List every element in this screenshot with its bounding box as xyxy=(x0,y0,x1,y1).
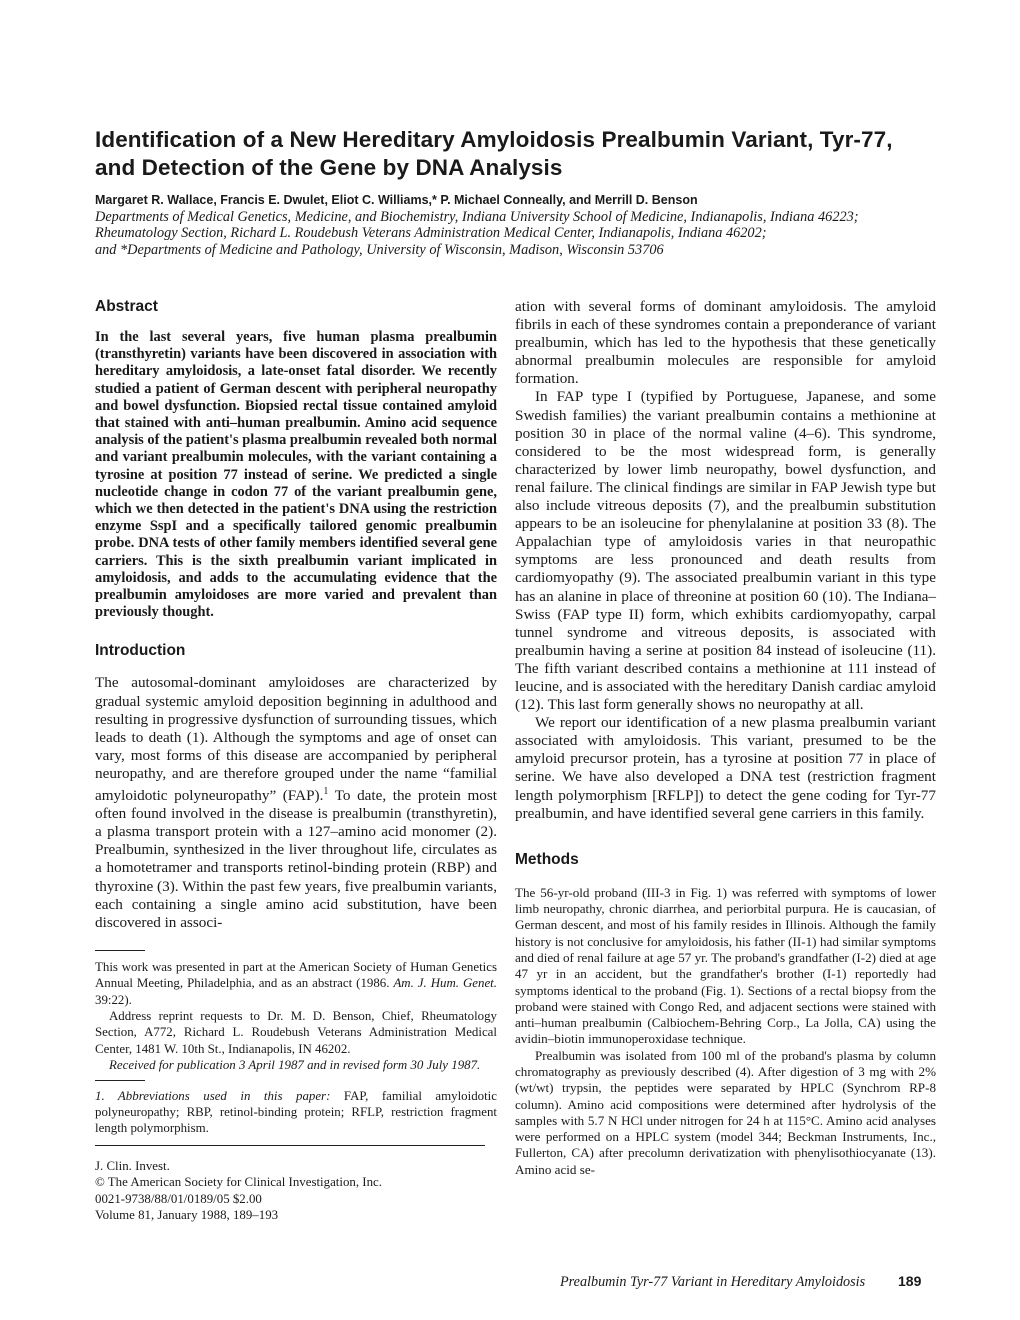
journal-name: J. Clin. Invest. xyxy=(95,1158,170,1173)
methods-paragraph-2: Prealbumin was isolated from 100 ml of the proband's plasma by column chromatography as previously described (4). After digestion of 3 mg with 2% (wt/wt) trypsin, the peptides were separated by HPLC (Synchrom RP-8 column). Amino acid compositions were determined after hydrolysis of the samples with 5.7 N HCl under nitrogen for 24 h at 115°C. Amino acid analyses were performed on a HPLC system (model 344; Beckman Instruments, Inc., Fullerton, CA) after precolumn derivatization with phenylisothiocyanate (13). Amino acid se- xyxy=(515,1047,936,1177)
footnote-divider xyxy=(95,1080,145,1081)
right-column xyxy=(515,298,936,1178)
abbreviations-footnote: 1. Abbreviations used in this paper: FAP, familial amyloidotic polyneuropathy; RBP, retinol-binding protein; RFLP, restriction fragment length polymorphism. xyxy=(95,1088,497,1136)
introduction-paragraph-1 xyxy=(95,674,497,931)
running-title: Prealbumin Tyr-77 Variant in Hereditary Amyloidosis xyxy=(560,1274,866,1290)
intro-p1-text-cont: To date, the protein most often found involved in the disease is prealbumin (transthyretin), a plasma transport protein with a 127–amino acid monomer (2). Prealbumin, synthesized in the liver throughout life, circulates as a homotetramer and transports retinol-binding protein (RBP) and thyroxine (3). Within the past few years, five prealbumin variants, each containing a single amino acid substitution, have been discovered in associ- xyxy=(95,787,497,931)
presentation-note: This work was presented in part at the American Society of Human Genetics Annual Meeting, Philadelphia, and as an abstract (1986. Am. J. Hum. Genet. 39:22). xyxy=(95,959,497,1007)
affiliation-line-2: Rheumatology Section, Richard L. Roudebush Veterans Administration Medical Center, Indianapolis, Indiana 46202; xyxy=(95,225,767,242)
introduction-paragraph-2: In FAP type I (typified by Portuguese, Japanese, and some Swedish families) the variant prealbumin contains a methionine at position 30 in place of the normal valine (4–6). This syndrome, considered to be the most widespread form, is generally characterized by lower limb neuropathy, bowel dysfunction, and renal failure. The clinical findings are similar in FAP Jewish type but also include vitreous deposits (7), and the prealbumin substitution appears to be an isoleucine for phenylalanine at position 33 (8). The Appalachian type of amyloidosis varies in that neuropathic symptoms are less pronounced and death results from cardiomyopathy (9). The associated prealbumin variant in this type has an alanine in place of threonine at position 60 (10). The Indiana–Swiss (FAP type II) form, which exhibits cardiomyopathy, carpal tunnel syndrome and vitreous deposits, is associated with prealbumin having a serine at position 84 instead of isoleucine (11). The fifth variant described contains a methionine at 111 instead of leucine, and is associated with the hereditary Danish cardiac amyloid (12). This last form generally shows no neuropathy at all. xyxy=(515,388,936,714)
volume-info: Volume 81, January 1988, 189–193 xyxy=(95,1208,279,1223)
journal-info xyxy=(95,1158,497,1224)
methods-paragraph-1: The 56-yr-old proband (III-3 in Fig. 1) was referred with symptoms of lower limb neuropathy, chronic diarrhea, and periorbital purpura. He is caucasian, of German descent, and most of his family resides in Illinois. Although the family history is not conclusive for amyloidosis, his father (II-1) had similar symptoms and died of renal failure at age 57 yr. The proband's grandfather (I-2) died at age 47 yr in an accident, but the grandfather's brother (I-1) reportedly had symptoms identical to the proband (Fig. 1). Sections of a rectal biopsy from the proband were stained with Congo Red, and adjacent sections were stained with anti–human prealbumin (Calbiochem-Behring Corp., La Jolla, CA) using the avidin–biotin immunoperoxidase technique. xyxy=(515,884,936,1047)
introduction-paragraph-3: We report our identification of a new plasma prealbumin variant associated with amyloidosis. This variant, presumed to be the amyloid precursor protein, has a tyrosine at position 77 in place of serine. We have also developed a DNA test (restriction fragment length polymorphism [RFLP]) to detect the gene coding for Tyr-77 prealbumin, and have identified several gene carriers in this family. xyxy=(515,714,936,822)
intro-p1-text: The autosomal-dominant amyloidoses are characterized by gradual systemic amyloid deposition beginning in adulthood and resulting in progressive dysfunction of surrounding tissues, which leads to death (1). Although the symptoms and age of onset can vary, most forms of this disease are accompanied by peripheral neuropathy, and are therefore grouped under the name “familial amyloidotic polyneuropathy” (FAP). xyxy=(95,674,497,805)
affiliations xyxy=(95,209,965,258)
introduction-paragraph-1-continued: ation with several forms of dominant amyloidosis. The amyloid fibrils in each of these syndromes contain a preponderance of variant prealbumin, which has led to the hypothesis that these genetically abnormal prealbumin molecules are responsible for amyloid formation. xyxy=(515,298,936,388)
footnote-ref-1[interactable]: 1 xyxy=(323,786,329,798)
title-line-2: and Detection of the Gene by DNA Analysis xyxy=(95,155,563,180)
methods-heading: Methods xyxy=(515,850,579,868)
article-title xyxy=(95,126,935,182)
affiliation-line-3: and *Departments of Medicine and Pathology, University of Wisconsin, Madison, Wisconsin 53706 xyxy=(95,241,664,258)
introduction-heading: Introduction xyxy=(95,642,186,660)
journal-divider xyxy=(95,1145,485,1146)
notes-divider xyxy=(95,950,145,951)
author-list: Margaret R. Wallace, Francis E. Dwulet, Eliot C. Williams,* P. Michael Conneally, and Merrill D. Benson xyxy=(95,193,698,207)
title-line-1: Identification of a New Hereditary Amyloidosis Prealbumin Variant, Tyr-77, xyxy=(95,127,893,152)
abstract-text: In the last several years, five human plasma prealbumin (transthyretin) variants have been discovered in association with hereditary amyloidosis, a late-onset fatal disorder. We recently studied a patient of German descent with peripheral neuropathy and bowel dysfunction. Biopsied rectal tissue contained amyloid that stained with anti–human prealbumin. Amino acid sequence analysis of the patient's plasma prealbumin revealed both normal and variant prealbumin molecules, with the variant containing a tyrosine at position 77 instead of serine. We predicted a single nucleotide change in codon 77 of the variant prealbumin gene, which we then detected in the patient's DNA using the restriction enzyme SspI and a specifically tailored genomic prealbumin probe. DNA tests of other family members identified several gene carriers. This is the sixth prealbumin variant implicated in amyloidosis, and adds to the accumulating evidence that the prealbumin amyloidoses are more varied and prevalent than previously thought. xyxy=(95,329,497,621)
copyright-line: © The American Society for Clinical Investigation, Inc. xyxy=(95,1175,382,1190)
left-column xyxy=(95,298,497,1224)
affiliation-line-1: Departments of Medical Genetics, Medicine, and Biochemistry, Indiana University School of Medicine, Indianapolis, Indiana 46223; xyxy=(95,209,859,225)
issn-price: 0021-9738/88/01/0189/05 $2.00 xyxy=(95,1191,262,1206)
reprint-note: Address reprint requests to Dr. M. D. Benson, Chief, Rheumatology Section, A772, Richard L. Roudebush Veterans Administration Medical Center, 1481 W. 10th St., Indianapolis, IN 46202. xyxy=(95,1009,497,1056)
page-number: 189 xyxy=(898,1273,922,1289)
received-note: Received for publication 3 April 1987 and in revised form 30 July 1987. xyxy=(109,1058,481,1073)
abstract-heading: Abstract xyxy=(95,298,158,315)
